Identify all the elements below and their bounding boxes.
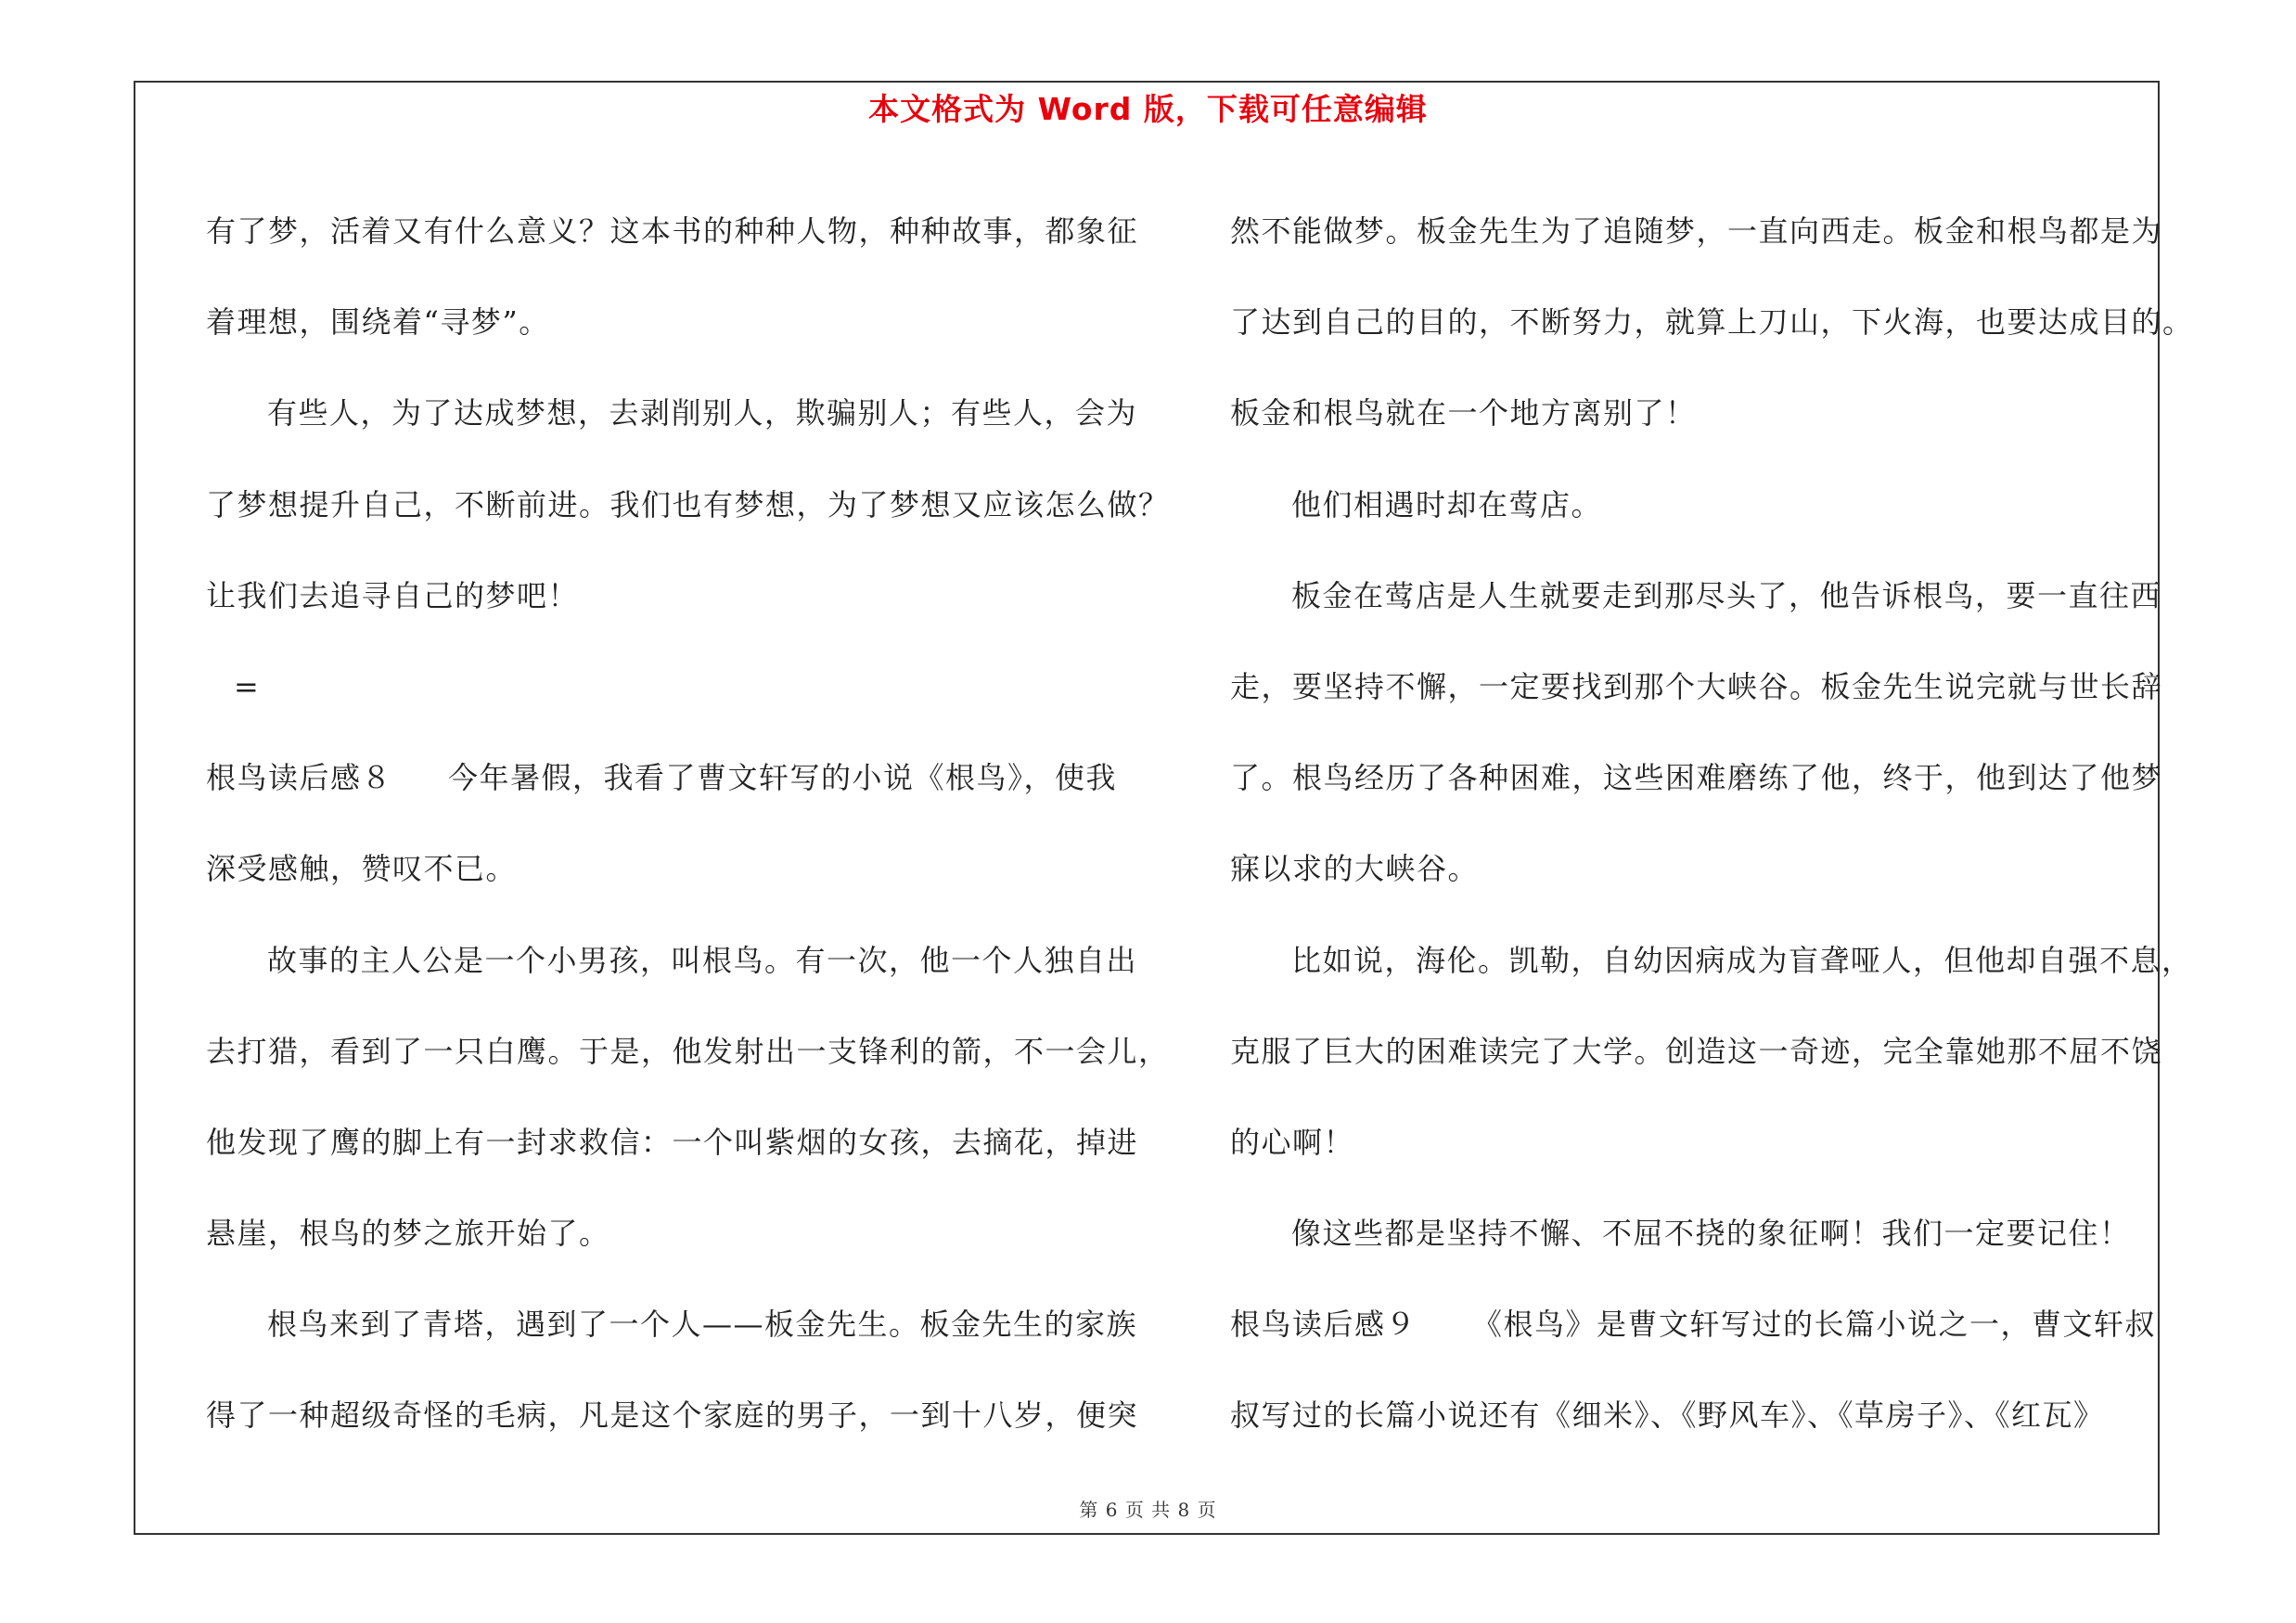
- paragraph-line: 深受感触，赞叹不已。: [206, 851, 518, 887]
- paragraph-line: 故事的主人公是一个小男孩，叫根鸟。有一次，他一个人独自出: [267, 942, 1138, 978]
- paragraph-line: 得了一种超级奇怪的毛病，凡是这个家庭的男子，一到十八岁，便突: [206, 1398, 1139, 1434]
- paragraph-text: 《根鸟》是曹文轩写过的长篇小说之一，曹文轩叔: [1472, 1307, 2157, 1343]
- paragraph-line: 然不能做梦。板金先生为了追随梦，一直向西走。板金和根鸟都是为: [1230, 213, 2163, 249]
- paragraph-line: 了梦想提升自己，不断前进。我们也有梦想，为了梦想又应该怎么做？: [206, 486, 1170, 522]
- paragraph-line: 叔写过的长篇小说还有《细米》、《野风车》、《草房子》、《红瓦》: [1230, 1398, 2105, 1434]
- paragraph-line: 克服了巨大的困难读完了大学。创造这一奇迹，完全靠她那不屈不饶: [1230, 1033, 2163, 1069]
- left-text-column: [206, 186, 1170, 1462]
- section-heading-line: [1230, 1279, 2158, 1370]
- paragraph-line: 着理想，围绕着“寻梦”。: [206, 304, 550, 341]
- section-heading: 根鸟读后感８: [206, 760, 393, 796]
- document-banner: 本文格式为 Word 版，下载可任意编辑: [868, 91, 1428, 127]
- paragraph-line: 像这些都是坚持不懈、不屈不挠的象征啊！我们一定要记住！: [1291, 1216, 2131, 1252]
- section-heading: 根鸟读后感９: [1230, 1307, 1417, 1343]
- paragraph-line: 板金和根鸟就在一个地方离别了！: [1230, 395, 1697, 432]
- paragraph-line: 让我们去追寻自己的梦吧！: [206, 577, 580, 613]
- paragraph-text: 今年暑假，我看了曹文轩写的小说《根鸟》，使我: [448, 760, 1118, 796]
- paragraph-line: 寐以求的大峡谷。: [1230, 851, 1480, 887]
- paragraph-line: 比如说，海伦。凯勒，自幼因病成为盲聋哑人，但他却自强不息，: [1291, 942, 2193, 978]
- page-number-footer: 第 6 页 共 8 页: [1079, 1499, 1217, 1521]
- separator-mark: =: [234, 668, 261, 704]
- paragraph-line: 板金在莺店是人生就要走到那尽头了，他告诉根鸟，要一直往西: [1291, 577, 2162, 613]
- paragraph-line: 他发现了鹰的脚上有一封求救信：一个叫紫烟的女孩，去摘花，掉进: [206, 1124, 1139, 1160]
- paragraph-line: 了。根鸟经历了各种困难，这些困难磨练了他，终于，他到达了他梦: [1230, 760, 2163, 796]
- paragraph-line: 去打猎，看到了一只白鹰。于是，他发射出一支锋利的箭，不一会儿，: [206, 1033, 1170, 1069]
- paragraph-line: 有了梦，活着又有什么意义？这本书的种种人物，种种故事，都象征: [206, 213, 1139, 249]
- paragraph-line: 悬崖，根鸟的梦之旅开始了。: [206, 1216, 610, 1252]
- paragraph-line: 根鸟来到了青塔，遇到了一个人——板金先生。板金先生的家族: [267, 1307, 1138, 1343]
- paragraph-line: 走，要坚持不懈，一定要找到那个大峡谷。板金先生说完就与世长辞: [1230, 668, 2163, 704]
- paragraph-line: 有些人，为了达成梦想，去剥削别人，欺骗别人；有些人，会为: [267, 395, 1138, 432]
- right-text-column: [1230, 186, 2194, 1462]
- paragraph-line: 他们相遇时却在莺店。: [1291, 486, 1603, 522]
- paragraph-line: 的心啊！: [1230, 1124, 1355, 1160]
- section-heading-line: [206, 732, 1124, 823]
- paragraph-line: 了达到自己的目的，不断努力，就算上刀山，下火海，也要达成目的。: [1230, 304, 2194, 341]
